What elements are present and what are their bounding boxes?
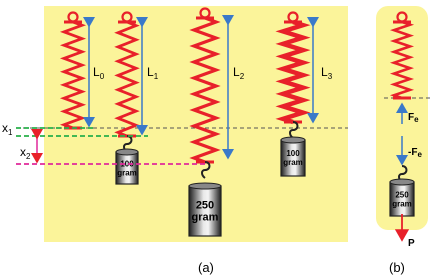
weight-1 xyxy=(116,149,138,184)
label-minus-fe: $-F_e$ xyxy=(408,147,422,159)
label-x1: $x_1$ xyxy=(2,121,13,137)
weight-2 xyxy=(189,183,221,236)
weight-1-unit: gram xyxy=(117,168,137,178)
weight-b xyxy=(390,179,414,216)
label-p: P xyxy=(408,238,415,249)
weight-b-unit: gram xyxy=(392,199,412,209)
weight-3-unit: gram xyxy=(283,158,303,168)
weight-2-value: 250 xyxy=(195,199,215,212)
label-l0: $L_0$ xyxy=(93,65,105,81)
label-l3: $L_3$ xyxy=(321,65,333,81)
weight-b-value: 250 xyxy=(395,190,409,200)
label-x2: $x_2$ xyxy=(20,145,31,161)
caption-b: (b) xyxy=(389,260,405,275)
caption-a: (a) xyxy=(198,260,214,275)
label-fe: $F_e$ xyxy=(408,112,419,124)
label-l2: $L_2$ xyxy=(233,65,245,81)
weight-3-value: 100 xyxy=(286,149,300,159)
label-l1: $L_1$ xyxy=(147,65,159,81)
weight-2-unit: gram xyxy=(191,211,219,224)
weight-1-value: 100 xyxy=(120,159,134,169)
weight-3 xyxy=(281,137,305,176)
